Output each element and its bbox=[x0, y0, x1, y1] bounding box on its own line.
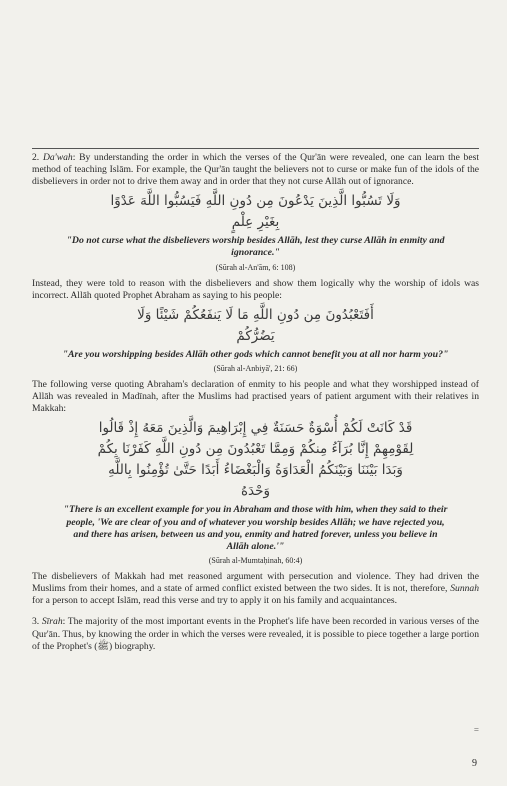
verse-translation-2: "Are you worshipping besides Allāh other gods which cannot benefit you at all nor harm you?" bbox=[62, 348, 449, 360]
arabic-line: قَدْ كَانَتْ لَكُمْ أُسْوَةٌ حَسَنَةٌ فِي إِبْرَاهِيمَ وَالَّذِينَ مَعَهُ إِذْ قَالُوا bbox=[98, 420, 413, 437]
verse-translation-3: "There is an excellent example for you in Abraham and those with him, when they said to their people, 'We are clear of you and of whatever you worship besides Allāh; we have rejected you, and there has arisen, between us and you, enmity and hatred forever, unless you believe in Allāh alone.'" bbox=[63, 504, 448, 552]
arabic-line: وَحْدَهُ bbox=[240, 483, 271, 500]
section-dawah bbox=[32, 152, 479, 188]
paragraph-abraham: The following verse quoting Abraham's declaration of enmity to his people and what they worshipped instead of Allāh was revealed in Madīnah, after the Muslims had practised years of patient argument with their relatives in Makkah: bbox=[32, 379, 479, 415]
verse-reference-2: (Sūrah al-Anbiyā', 21: 66) bbox=[213, 364, 298, 374]
section-number: 3. bbox=[32, 616, 40, 628]
arabic-line: لِقَوْمِهِمْ إِنَّا بُرَآءُ مِنكُمْ وَمِمَّا تَعْبُدُونَ مِن دُونِ اللَّهِ كَفَرْنَا بِكُمْ bbox=[97, 441, 414, 458]
arabic-verse-2 bbox=[32, 305, 479, 347]
paragraph-reason: Instead, they were told to reason with the disbelievers and show them logically why the worship of idols was incorrect. Allāh quoted Prophet Abraham as saying to his people: bbox=[32, 277, 479, 301]
section-sirah bbox=[32, 616, 479, 652]
arabic-line: أَفَتَعْبُدُونَ مِن دُونِ اللَّهِ مَا لَا يَنفَعُكُمْ شَيْئًا وَلَا bbox=[137, 306, 374, 323]
arabic-verse-3 bbox=[32, 418, 479, 502]
arabic-line: وَبَدَا بَيْنَنَا وَبَيْنَكُمُ الْعَدَاوَةُ وَالْبَغْضَاءُ أَبَدًا حَتَّىٰ تُؤْمِنُوا بِاللَّهِ bbox=[108, 462, 403, 479]
arabic-line: يَضُرُّكُمْ bbox=[236, 327, 275, 344]
section-text: : The majority of the most important events in the Prophet's life have been recorded in various verses of the Qur'ān. Thus, by knowing the order in which the verses were revealed, it is possible to piece together a large portion of the Prophet's (ﷺ) biography. bbox=[32, 616, 479, 652]
section-text: : By understanding the order in which the verses of the Qur'ān were revealed, one can learn the best method of teaching Islām. For example, the Qur'ān taught the believers not to curse or make fun of the idols of the disbelievers in order not to drive them away and in order that they not curse Allāh out of ignorance. bbox=[32, 152, 480, 188]
top-rule bbox=[32, 148, 479, 149]
arabic-verse-1 bbox=[32, 191, 479, 233]
verse-reference-1: (Sūrah al-An'ām, 6: 108) bbox=[215, 262, 296, 272]
verse-translation-1: "Do not curse what the disbelievers worship besides Allāh, lest they curse Allāh in enmity and ignorance." bbox=[66, 235, 445, 259]
section-heading: Sīrah bbox=[41, 616, 63, 628]
page-content bbox=[32, 152, 479, 653]
sunnah-term: Sunnah bbox=[450, 583, 479, 595]
section-heading: Da'wah bbox=[42, 152, 73, 163]
verse-reference-3: (Sūrah al-Mumtaḥinah, 60:4) bbox=[208, 556, 303, 566]
paragraph-text: The disbelievers of Makkah had met reasoned argument with persecution and violence. They had driven the Muslims from their homes, and a state of armed conflict existed between the two sides. It is not, therefore, bbox=[32, 571, 479, 595]
page-number: 9 bbox=[472, 758, 477, 769]
paragraph-text: for a person to accept Islām, read this verse and try to apply it on his family and acquaintances. bbox=[32, 595, 397, 607]
arabic-line: وَلَا تَسُبُّوا الَّذِينَ يَدْعُونَ مِن دُونِ اللَّهِ فَيَسُبُّوا اللَّهَ عَدْوًا bbox=[110, 193, 401, 210]
section-number: 2. bbox=[32, 152, 40, 163]
paragraph-makkah bbox=[32, 571, 479, 607]
continue-marker: = bbox=[473, 725, 479, 735]
arabic-line: بِغَيْرِ عِلْمٍ bbox=[231, 214, 280, 231]
